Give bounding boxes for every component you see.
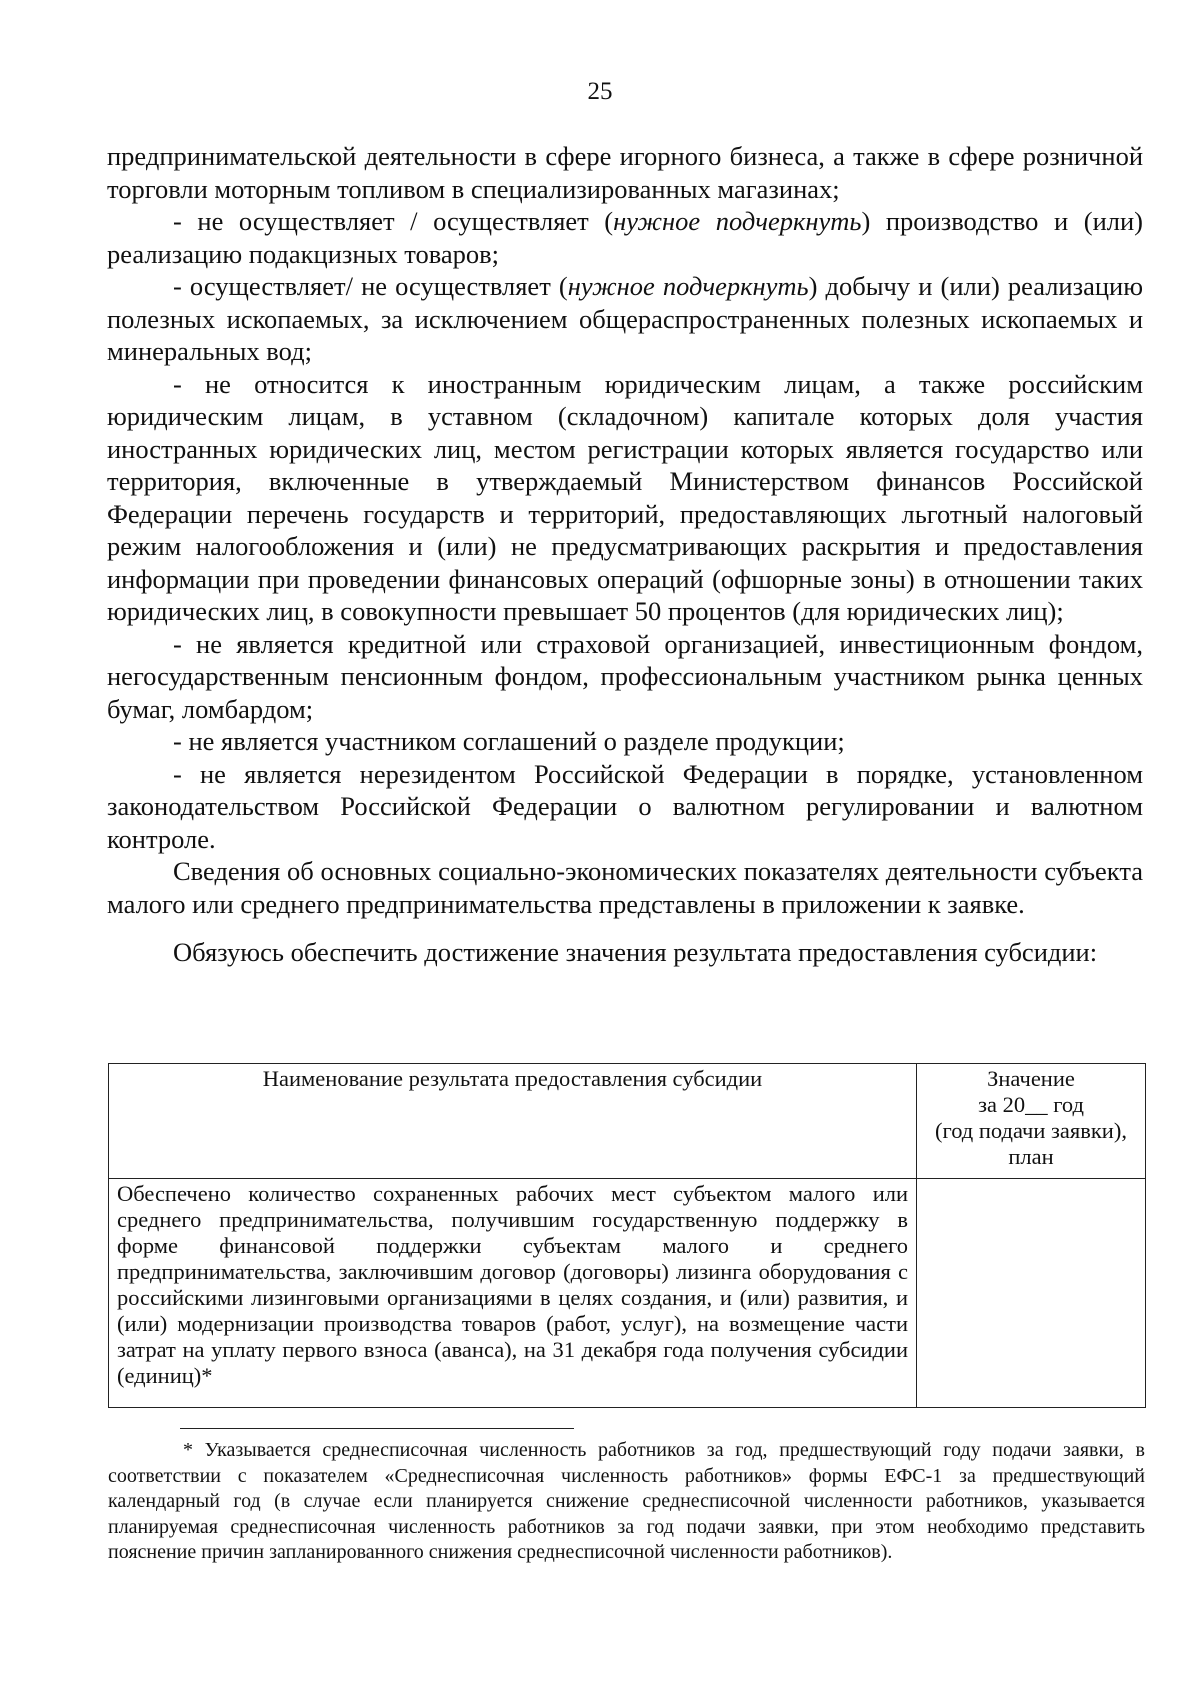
header-value-line: план <box>1008 1144 1054 1169</box>
paragraph-commitment: Обязуюсь обеспечить достижение значения результата предоставления субсидии: <box>173 937 1098 967</box>
paragraph-text: ) производство и (или) реализацию подакцизных товаров; <box>107 206 1143 269</box>
table-header-row <box>109 1064 1146 1179</box>
italic-note: нужное подчеркнуть <box>613 206 862 236</box>
paragraph-appendix-info: Сведения об основных социально-экономических показателях деятельности субъекта малого или среднего предпринимательства представлены в приложении к заявке. <box>107 856 1143 919</box>
paragraph-mining <box>107 270 1143 368</box>
header-value-line: (год подачи заявки), <box>935 1118 1127 1143</box>
paragraph-continuation: предпринимательской деятельности в сфере игорного бизнеса, а также в сфере розничной торговли моторным топливом в специализированных магазинах; <box>107 141 1143 204</box>
document-body <box>107 140 1143 969</box>
result-table <box>108 1063 1146 1408</box>
page-number: 25 <box>587 78 613 105</box>
header-value-line: Значение <box>987 1066 1075 1091</box>
table-row <box>109 1179 1146 1408</box>
paragraph-text: - осуществляет/ не осуществляет ( <box>173 271 568 301</box>
paragraph-excise-goods <box>107 205 1143 270</box>
paragraph-text: - не осуществляет / осуществляет ( <box>173 206 614 236</box>
result-value-cell[interactable] <box>917 1179 1146 1408</box>
header-value-line: за 20__ год <box>978 1092 1084 1117</box>
footnote-divider <box>180 1428 574 1429</box>
italic-note: нужное подчеркнуть <box>567 271 809 301</box>
footnote: * Указывается среднесписочная численность работников за год, предшествующий году подачи заявки, в соответствии с показателем «Среднесписочная численность работников» формы ЕФС-1 за предшествующий календарный год (в случае если планируется снижение среднесписочной численности работников, указывается планируемая среднесписочная численность работников за год подачи заявки, при этом необходимо представить пояснение причин запланированного снижения среднесписочной численности работников). <box>108 1439 1145 1563</box>
table-header-value <box>917 1064 1146 1179</box>
paragraph-foreign-entities: - не относится к иностранным юридическим лицам, а также российским юридическим лицам, в уставном (складочном) капитале которых доля участия иностранных юридических лиц, местом регистрации которых является государство или территория, включенные в утверждаемый Министерством финансов Российской Федерации перечень государств и территорий, предоставляющих льготный налоговый режим налогообложения и (или) не предусматривающих раскрытия и предоставления информации при проведении финансовых операций (офшорные зоны) в отношении таких юридических лиц, в совокупности превышает 50 процентов (для юридических лиц); <box>107 368 1143 626</box>
paragraph-production-sharing: - не является участником соглашений о разделе продукции; <box>173 726 845 756</box>
paragraph-non-resident: - не является нерезидентом Российской Федерации в порядке, установленном законодательством Российской Федерации о валютном регулировании и валютном контроле. <box>107 758 1143 854</box>
table-header-name: Наименование результата предоставления субсидии <box>109 1064 917 1179</box>
paragraph-text: ) добычу и (или) реализацию полезных ископаемых, за исключением общераспространенных полезных ископаемых и минеральных вод; <box>107 271 1144 366</box>
result-name-cell: Обеспечено количество сохраненных рабочих мест субъектом малого или среднего предпринимательства, получившим государственную поддержку в форме финансовой поддержки субъектам малого и среднего предпринимательства, заключившим договор (договоры) лизинга оборудования с российскими лизинговыми организациями в целях создания, и (или) развития, и (или) модернизации производства товаров (работ, услуг), на возмещение части затрат на уплату первого взноса (аванса), на 31 декабря года получения субсидии (единиц)* <box>109 1179 917 1408</box>
paragraph-credit-organization: - не является кредитной или страховой организацией, инвестиционным фондом, негосударственным пенсионным фондом, профессиональным участником рынка ценных бумаг, ломбардом; <box>107 628 1143 724</box>
